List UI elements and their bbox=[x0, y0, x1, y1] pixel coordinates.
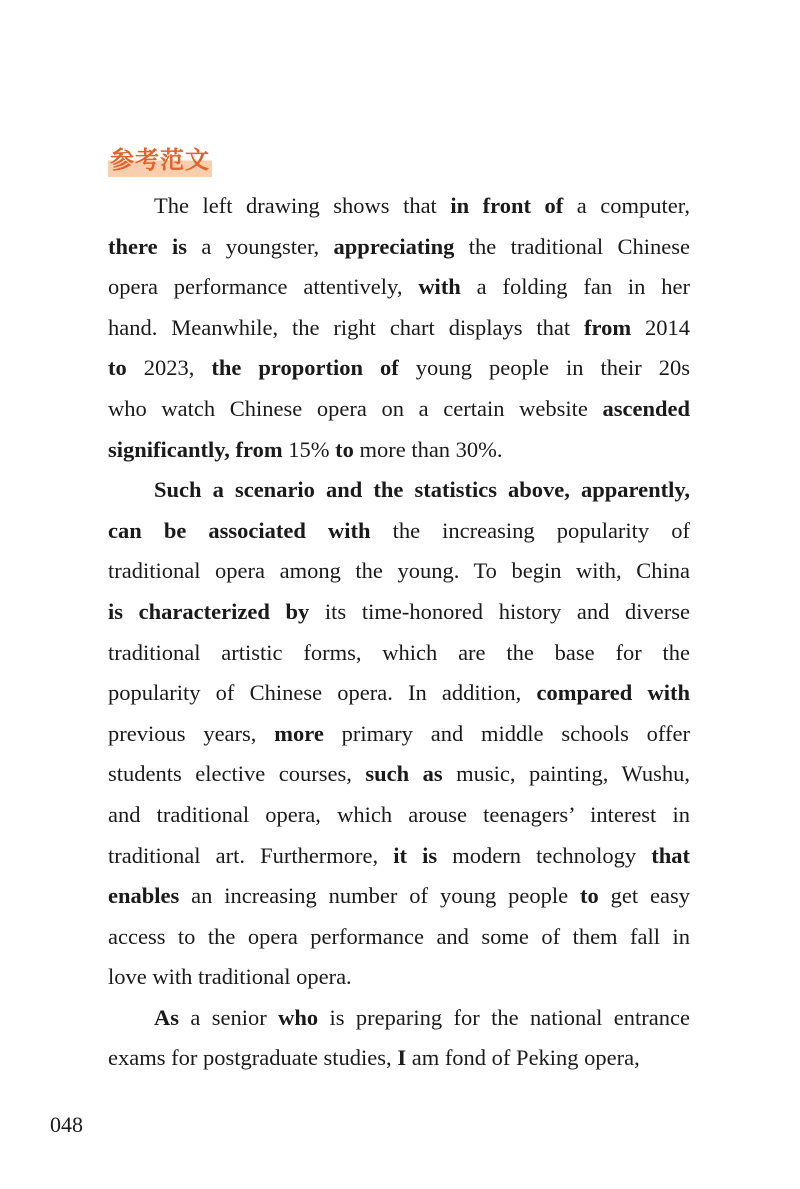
text-run: is preparing for the national entrance bbox=[318, 1004, 690, 1030]
bold-phrase: compared with bbox=[536, 680, 690, 706]
text-line bbox=[108, 389, 690, 430]
text-line bbox=[108, 754, 690, 795]
bold-phrase: enables bbox=[108, 883, 180, 909]
text-run: The left drawing shows that bbox=[154, 193, 451, 218]
essay-body bbox=[108, 186, 690, 1079]
bold-phrase: in front of bbox=[450, 193, 564, 218]
text-run: get easy bbox=[598, 883, 690, 909]
text-line bbox=[108, 795, 690, 836]
bold-phrase: Such a scenario and the statistics above, apparently, bbox=[154, 477, 690, 503]
text-run: music, painting, Wushu, bbox=[442, 761, 690, 787]
text-run: 2023, bbox=[126, 355, 212, 381]
text-line bbox=[108, 227, 690, 268]
section-heading: 参考范文 bbox=[108, 140, 212, 177]
text-line bbox=[108, 511, 690, 552]
text-line bbox=[108, 592, 690, 633]
text-line bbox=[108, 348, 690, 389]
bold-phrase: I bbox=[397, 1045, 407, 1071]
bold-phrase: is characterized by bbox=[108, 598, 310, 624]
text-run: access to the opera performance and some of them fall in bbox=[108, 923, 690, 949]
paragraph bbox=[108, 470, 690, 998]
text-line bbox=[108, 551, 690, 592]
text-run: the increasing popularity of bbox=[370, 517, 690, 543]
text-run: traditional artistic forms, which are the base for the bbox=[108, 639, 690, 665]
text-line bbox=[108, 876, 690, 917]
text-run: its time-honored history and diverse bbox=[309, 598, 690, 624]
bold-phrase: who bbox=[278, 1004, 319, 1030]
text-line bbox=[108, 957, 690, 998]
text-run: and traditional opera, which arouse teenagers’ interest in bbox=[108, 801, 690, 827]
bold-phrase: significantly, from bbox=[108, 436, 283, 462]
text-run: a youngster, bbox=[186, 233, 334, 259]
bold-phrase: the proportion of bbox=[211, 355, 399, 381]
paragraph bbox=[108, 186, 690, 470]
text-run: love with traditional opera. bbox=[108, 964, 352, 990]
text-line bbox=[108, 470, 690, 511]
bold-phrase: it is bbox=[393, 842, 438, 868]
text-run: students elective courses, bbox=[108, 761, 366, 787]
text-line bbox=[108, 308, 690, 349]
paragraph bbox=[108, 998, 690, 1079]
text-run: modern technology bbox=[437, 842, 652, 868]
text-run: primary and middle schools offer bbox=[323, 720, 690, 746]
text-run: a senior bbox=[179, 1004, 279, 1030]
text-run: popularity of Chinese opera. In addition, bbox=[108, 680, 537, 706]
bold-phrase: to bbox=[579, 883, 599, 909]
text-line bbox=[108, 673, 690, 714]
text-run: young people in their 20s bbox=[398, 355, 690, 381]
text-run: the traditional Chinese bbox=[454, 233, 690, 259]
bold-phrase: to bbox=[108, 355, 127, 381]
bold-phrase: ascended bbox=[602, 395, 690, 421]
text-line bbox=[108, 714, 690, 755]
text-run: am fond of Peking opera, bbox=[406, 1045, 640, 1071]
bold-phrase: there is bbox=[108, 233, 187, 259]
text-run: exams for postgraduate studies, bbox=[108, 1045, 398, 1071]
text-line bbox=[108, 430, 690, 471]
page-number: 048 bbox=[50, 1112, 83, 1137]
bold-phrase: that bbox=[651, 842, 690, 868]
text-line bbox=[108, 917, 690, 958]
text-run: previous years, bbox=[108, 720, 275, 746]
text-line bbox=[108, 267, 690, 308]
text-run: traditional opera among the young. To begin with, China bbox=[108, 558, 690, 584]
text-run: hand. Meanwhile, the right chart displays that bbox=[108, 314, 585, 340]
bold-phrase: more bbox=[274, 720, 324, 746]
text-line bbox=[108, 1038, 690, 1079]
bold-phrase: As bbox=[154, 1004, 180, 1030]
bold-phrase: to bbox=[335, 436, 354, 462]
bold-phrase: such as bbox=[365, 761, 443, 787]
bold-phrase: appreciating bbox=[333, 233, 455, 259]
text-run: traditional art. Furthermore, bbox=[108, 842, 394, 868]
text-line bbox=[108, 633, 690, 674]
bold-phrase: from bbox=[584, 314, 632, 340]
text-run: a folding fan in her bbox=[460, 274, 690, 300]
text-run: 15% bbox=[282, 436, 336, 462]
text-run: a computer, bbox=[563, 193, 690, 218]
text-run: an increasing number of young people bbox=[179, 883, 580, 909]
text-line bbox=[108, 998, 690, 1039]
text-line bbox=[108, 836, 690, 877]
text-line bbox=[108, 186, 690, 227]
text-run: more than 30%. bbox=[353, 436, 503, 462]
text-run: opera performance attentively, bbox=[108, 274, 419, 300]
text-run: 2014 bbox=[631, 314, 691, 340]
bold-phrase: can be associated with bbox=[108, 517, 371, 543]
text-run: who watch Chinese opera on a certain website bbox=[108, 395, 603, 421]
bold-phrase: with bbox=[418, 274, 461, 300]
